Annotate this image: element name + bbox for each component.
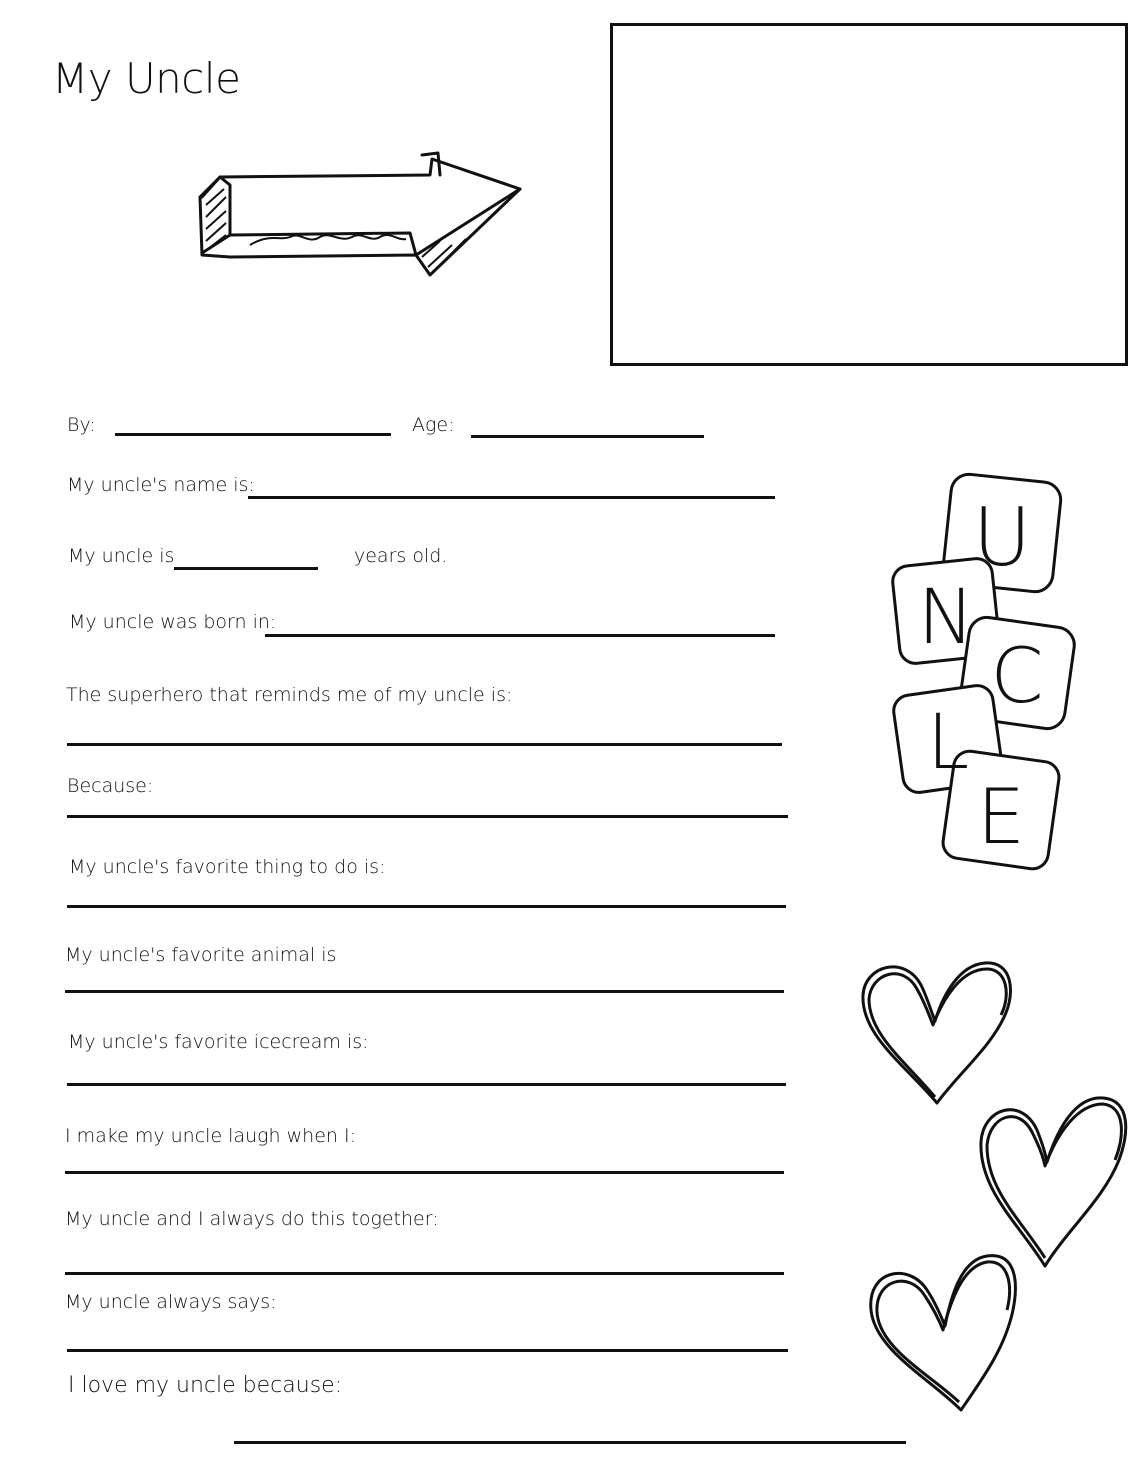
born-line[interactable] bbox=[265, 634, 775, 637]
age-of-uncle-label: My uncle is bbox=[68, 545, 175, 567]
by-label: By: bbox=[67, 414, 96, 436]
laugh-line[interactable] bbox=[65, 1171, 784, 1174]
together-line[interactable] bbox=[65, 1272, 784, 1275]
superhero-label: The superhero that reminds me of my uncle is: bbox=[66, 684, 513, 706]
years-old-label: years old. bbox=[354, 545, 448, 567]
uncle-age-line[interactable] bbox=[174, 567, 318, 570]
favorite-thing-label: My uncle's favorite thing to do is: bbox=[69, 856, 386, 878]
born-label: My uncle was born in: bbox=[69, 611, 277, 633]
tile-e: E bbox=[976, 772, 1026, 861]
page-title: My Uncle bbox=[52, 54, 241, 103]
tile-n: N bbox=[917, 572, 975, 661]
photo-frame[interactable] bbox=[610, 23, 1128, 366]
favorite-animal-label: My uncle's favorite animal is bbox=[65, 944, 337, 966]
age-label: Age: bbox=[412, 414, 455, 436]
because-line[interactable] bbox=[67, 815, 788, 818]
superhero-line[interactable] bbox=[67, 743, 782, 746]
heart-icon bbox=[865, 1250, 1020, 1415]
says-label: My uncle always says: bbox=[65, 1291, 277, 1313]
laugh-label: I make my uncle laugh when I: bbox=[65, 1125, 356, 1147]
name-line[interactable] bbox=[248, 496, 775, 499]
says-line[interactable] bbox=[67, 1349, 788, 1352]
favorite-icecream-label: My uncle's favorite icecream is: bbox=[68, 1031, 369, 1053]
heart-icon bbox=[975, 1090, 1130, 1270]
together-label: My uncle and I always do this together: bbox=[65, 1208, 439, 1230]
arrow-icon bbox=[190, 145, 530, 285]
age-line[interactable] bbox=[471, 435, 704, 438]
love-line[interactable] bbox=[234, 1441, 906, 1444]
favorite-thing-line[interactable] bbox=[67, 905, 786, 908]
tile-c: C bbox=[990, 631, 1044, 720]
favorite-icecream-line[interactable] bbox=[67, 1083, 786, 1086]
tile-u: U bbox=[972, 491, 1032, 584]
heart-icon bbox=[855, 955, 1015, 1110]
because-label: Because: bbox=[67, 775, 154, 797]
tile-l: L bbox=[926, 697, 970, 786]
name-label: My uncle's name is: bbox=[67, 474, 255, 496]
by-line[interactable] bbox=[115, 433, 391, 436]
uncle-tiles bbox=[890, 470, 1080, 880]
love-label: I love my uncle because: bbox=[68, 1373, 343, 1398]
favorite-animal-line[interactable] bbox=[65, 990, 784, 993]
